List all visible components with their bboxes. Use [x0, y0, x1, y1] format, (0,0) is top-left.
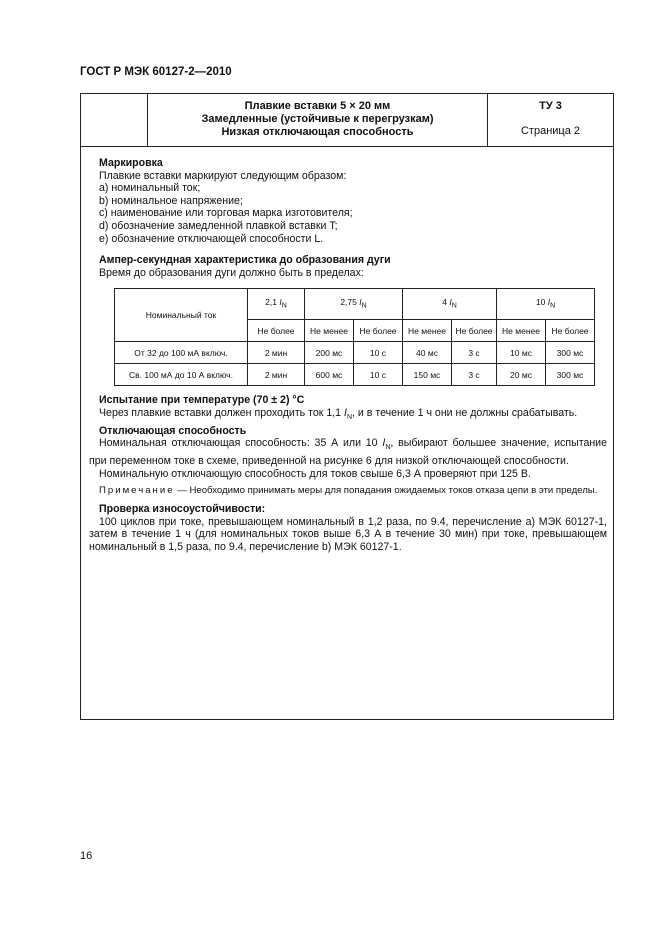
- breaking-text-2: Номинальную отключающую способность для токов свыше 6,3 А проверяют при 125 В.: [99, 467, 531, 480]
- marking-item: d) обозначение замедленной плавкой вставки T;: [99, 219, 338, 232]
- limit-cell: Не менее: [497, 320, 546, 342]
- header-blank-cell: [81, 94, 148, 146]
- arc-intro: Время до образования дуги должно быть в пределах:: [99, 266, 364, 279]
- limit-cell: Не более: [248, 320, 305, 342]
- value-cell: 3 с: [452, 342, 497, 364]
- value-cell: 150 мс: [403, 364, 452, 386]
- row-label-cell: От 32 до 100 мА включ.: [115, 342, 248, 364]
- limit-cell: Не менее: [305, 320, 354, 342]
- value-cell: 20 мс: [497, 364, 546, 386]
- multiplier-cell: 10 $I_N$: [497, 289, 595, 320]
- frame-content: [89, 157, 607, 554]
- endurance-text: 100 циклов при токе, превышающем номинальный в 1,2 раза, по 9.4, перечисление a) МЭК 60127-1, затем в течение 1 ч (для номинальных токов выше 6,3 А в течение 30 мин) при токе, превышающем номинальный в 1,5 раза, по 9.4, перечисление b) МЭК 60127-1.: [89, 515, 607, 553]
- value-cell: 300 мс: [546, 364, 595, 386]
- row-header-cell: Номинальный ток: [115, 289, 248, 342]
- marking-item: c) наименование или торговая марка изготовителя;: [99, 207, 353, 220]
- value-cell: 200 мс: [305, 342, 354, 364]
- arc-time-table: [114, 288, 595, 386]
- value-cell: 10 с: [354, 364, 403, 386]
- table-row: [115, 364, 595, 386]
- value-cell: 600 мс: [305, 364, 354, 386]
- header-title-cell: [148, 94, 488, 146]
- value-cell: 3 с: [452, 364, 497, 386]
- limit-cell: Не более: [354, 320, 403, 342]
- title-line-3: Низкая отключающая способность: [221, 126, 414, 138]
- limit-cell: Не более: [452, 320, 497, 342]
- note: Примечание — Необходимо принимать меры для попадания ожидаемых токов отказа цепи в эти пределы.: [99, 485, 598, 497]
- spec-page: Страница 2: [520, 125, 581, 137]
- note-label: Примечание: [99, 485, 175, 497]
- title-line-2: Замедленные (устойчивые к перегрузкам): [201, 113, 434, 125]
- value-cell: 2 мин: [248, 364, 305, 386]
- multiplier-cell: 2,1 $I_N$: [248, 289, 305, 320]
- marking-item: a) номинальный ток;: [99, 182, 201, 195]
- page-number: 16: [80, 850, 93, 862]
- value-cell: 10 с: [354, 342, 403, 364]
- title-line-1: Плавкие вставки 5 × 20 мм: [244, 100, 391, 112]
- spec-code: ТУ 3: [539, 100, 562, 112]
- arc-title: Ампер-секундная характеристика до образования дуги: [99, 254, 391, 267]
- multiplier-cell: 4 $I_N$: [403, 289, 497, 320]
- multiplier-cell: 2,75 $I_N$: [305, 289, 403, 320]
- row-label-cell: Св. 100 мА до 10 А включ.: [115, 364, 248, 386]
- temp-test-text: Через плавкие вставки должен проходить ток 1,1 $I_N$, и в течение 1 ч они не должны срабатывать.: [99, 406, 578, 422]
- value-cell: 10 мс: [497, 342, 546, 364]
- endurance-title: Проверка износоустойчивости:: [99, 503, 266, 516]
- document-header: ГОСТ Р МЭК 60127-2—2010: [80, 66, 232, 78]
- value-cell: 40 мс: [403, 342, 452, 364]
- table-row: [115, 342, 595, 364]
- temp-test-title: Испытание при температуре (70 ± 2) °С: [99, 394, 305, 407]
- frame-header: [81, 94, 613, 147]
- content-frame: [80, 93, 614, 720]
- breaking-title: Отключающая способность: [99, 424, 247, 437]
- header-code-cell: [488, 94, 613, 146]
- marking-item: b) номинальное напряжение;: [99, 194, 243, 207]
- limit-cell: Не более: [546, 320, 595, 342]
- marking-item: e) обозначение отключающей способности L.: [99, 232, 324, 245]
- breaking-text: Номинальная отключающая способность: 35 А или 10 $I_N$, выбирают большее значение, испытание при переменном токе в схеме, приведенной на рисунке 6 для низкой отключающей способности.: [89, 437, 607, 467]
- marking-title: Маркировка: [99, 157, 163, 169]
- value-cell: 2 мин: [248, 342, 305, 364]
- value-cell: 300 мс: [546, 342, 595, 364]
- limit-cell: Не менее: [403, 320, 452, 342]
- marking-intro: Плавкие вставки маркируют следующим образом:: [99, 169, 347, 182]
